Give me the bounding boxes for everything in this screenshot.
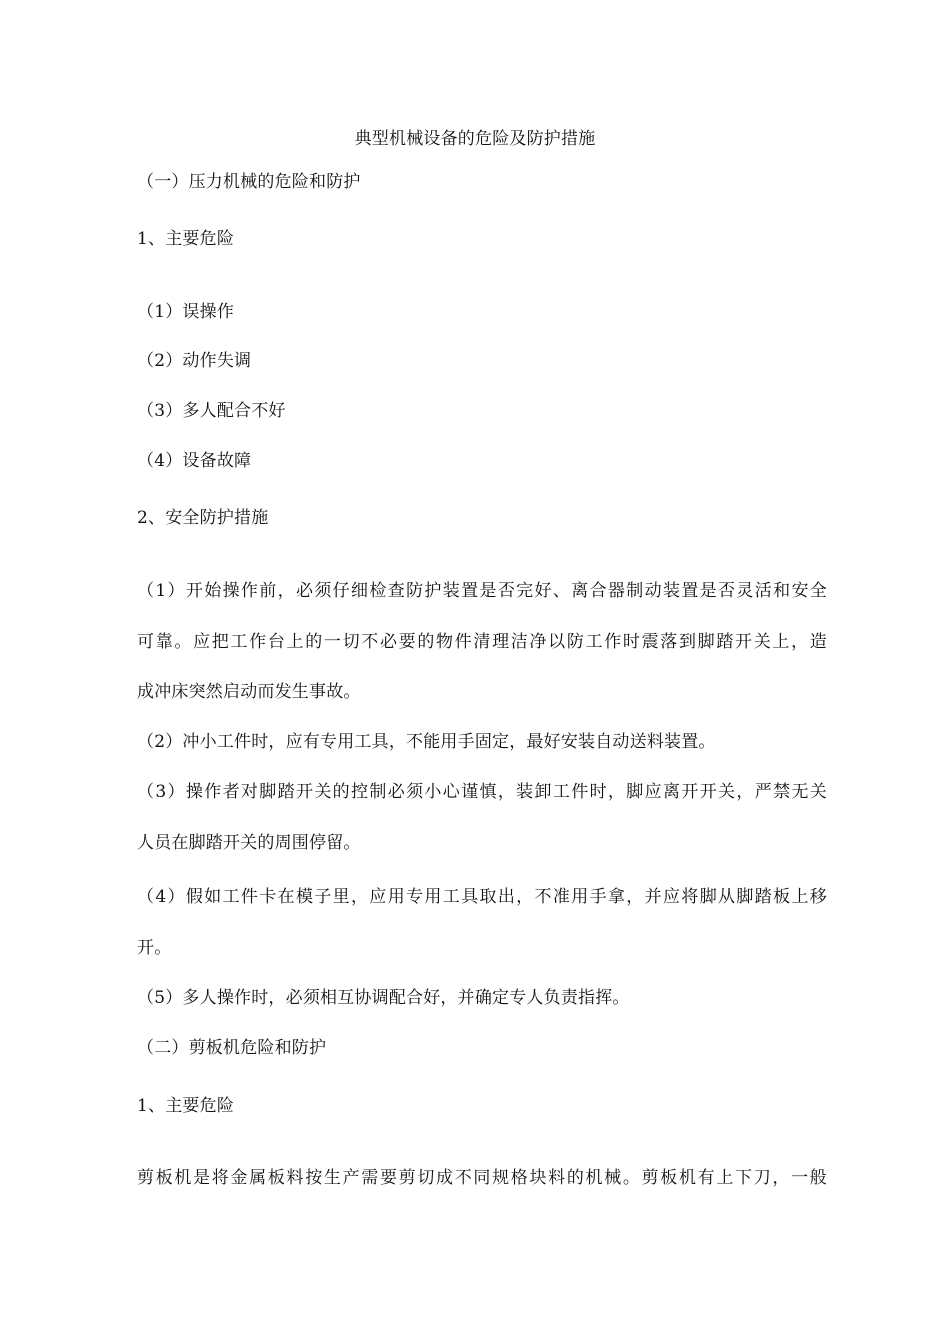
subheading-main-hazards: 1、主要危险 [137,229,235,249]
section-heading-shearing-machine: （二）剪板机危险和防护 [137,1038,327,1058]
measure-2-line-1: （2）冲小工件时，应有专用工具，不能用手固定，最好安装自动送料装置。 [137,732,716,752]
document-title: 典型机械设备的危险及防护措施 [354,129,596,149]
subheading-main-hazards-2: 1、主要危险 [137,1096,235,1116]
shearing-paragraph-line-1: 剪板机是将金属板料按生产需要剪切成不同规格块料的机械。剪板机有上下刀，一般 [137,1168,827,1188]
measure-3-line-1: （3）操作者对脚踏开关的控制必须小心谨慎，装卸工件时，脚应离开开关，严禁无关 [137,782,827,802]
measure-1-line-1: （1）开始操作前，必须仔细检查防护装置是否完好、离合器制动装置是否灵活和安全 [137,581,827,601]
measure-3-line-2: 人员在脚踏开关的周围停留。 [137,833,361,853]
measure-1-line-2: 可靠。应把工作台上的一切不必要的物件清理洁净以防工作时震落到脚踏开关上，造 [137,632,827,652]
hazard-item: （2）动作失调 [137,351,252,371]
subheading-safety-measures: 2、安全防护措施 [137,508,269,528]
measure-5-line-1: （5）多人操作时，必须相互协调配合好，并确定专人负责指挥。 [137,988,630,1008]
hazard-item: （3）多人配合不好 [137,401,286,421]
section-heading-press-machinery: （一）压力机械的危险和防护 [137,172,361,192]
measure-4-line-1: （4）假如工件卡在模子里，应用专用工具取出，不准用手拿，并应将脚从脚踏板上移 [137,887,827,907]
measure-1-line-3: 成冲床突然启动而发生事故。 [137,682,361,702]
measure-4-line-2: 开。 [137,938,172,958]
hazard-item: （4）设备故障 [137,451,252,471]
hazard-item: （1）误操作 [137,302,235,322]
